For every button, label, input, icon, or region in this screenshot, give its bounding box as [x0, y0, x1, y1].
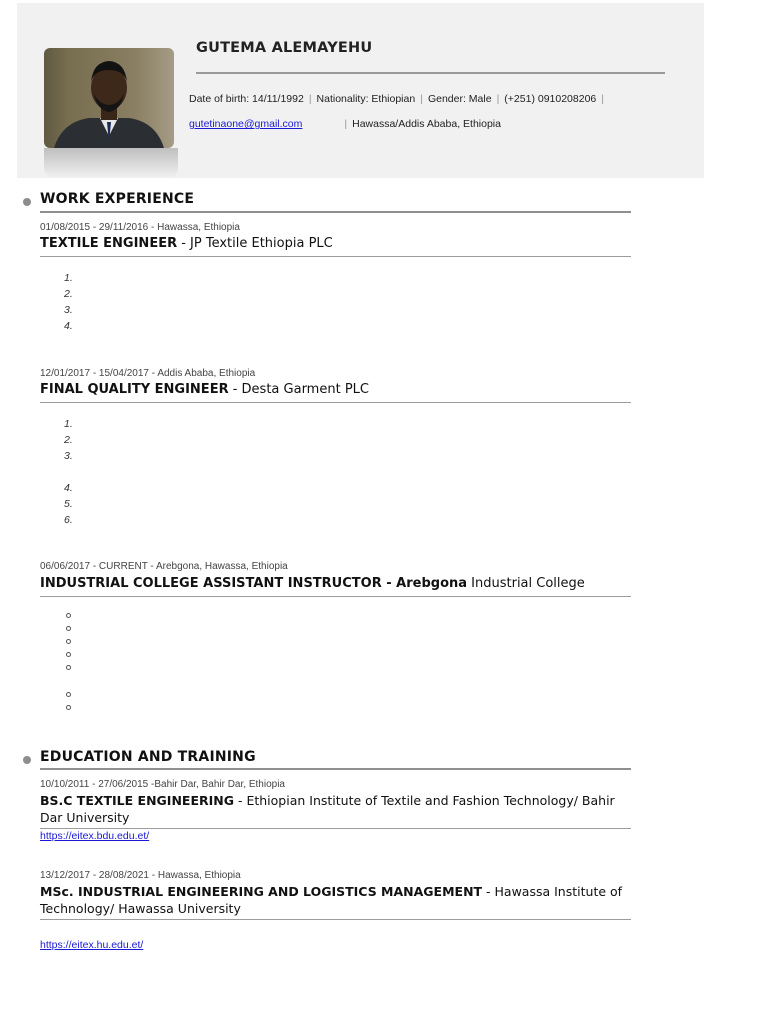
job-title: TEXTILE ENGINEER - JP Textile Ethiopia PLC	[40, 236, 333, 251]
job-date: 06/06/2017 - CURRENT - Arebgona, Hawassa, Ethiopia	[40, 561, 288, 572]
bullet-icon	[66, 692, 71, 697]
name-divider	[196, 72, 665, 74]
list-item: 5.	[64, 498, 73, 510]
section-bullet	[23, 756, 31, 764]
list-item: 2.	[64, 434, 73, 446]
bullet-icon	[66, 652, 71, 657]
section-title-work: WORK EXPERIENCE	[40, 191, 195, 207]
education-degree: BS.C TEXTILE ENGINEERING - Ethiopian Institute of Textile and Fashion Technology/ Bahir Dar University	[40, 793, 615, 825]
institution-link[interactable]: https://eitex.bdu.edu.et/	[40, 830, 150, 842]
list-item: 1.	[64, 418, 73, 430]
bullet-icon	[66, 705, 71, 710]
bullet-icon	[66, 626, 71, 631]
job-title: INDUSTRIAL COLLEGE ASSISTANT INSTRUCTOR - Arebgona Industrial College	[40, 576, 585, 591]
bullet-icon	[66, 665, 71, 670]
job-date: 01/08/2015 - 29/11/2016 - Hawassa, Ethiopia	[40, 222, 240, 233]
nationality: Nationality: Ethiopian	[316, 93, 416, 105]
home-location: Hawassa/Addis Ababa, Ethiopia	[352, 118, 501, 130]
phone-number: (+251) 0910208206	[504, 93, 597, 105]
section-divider	[40, 768, 631, 770]
personal-info-line: Date of birth: 14/11/1992 | Nationality: Ethiopian | Gender: Male | (+251) 0910208206 |	[189, 93, 604, 105]
education-degree: MSc. INDUSTRIAL ENGINEERING AND LOGISTICS MANAGEMENT - Hawassa Institute of Technology/ Hawassa University	[40, 884, 623, 916]
contact-line: gutetinaone@gmail.com | Hawassa/Addis Ababa, Ethiopia	[189, 118, 501, 130]
education-divider	[40, 828, 631, 829]
person-photo-icon	[44, 48, 174, 148]
education-divider	[40, 919, 631, 920]
list-item: 1.	[64, 272, 73, 284]
list-item: 4.	[64, 320, 73, 332]
job-date: 12/01/2017 - 15/04/2017 - Addis Ababa, Ethiopia	[40, 368, 256, 379]
list-item: 3.	[64, 450, 73, 462]
photo-reflection	[44, 148, 178, 178]
section-bullet	[23, 198, 31, 206]
list-item: 3.	[64, 304, 73, 316]
email-link[interactable]: gutetinaone@gmail.com	[189, 118, 303, 130]
education-date: 10/10/2011 - 27/06/2015 -Bahir Dar, Bahir Dar, Ethiopia	[40, 779, 285, 790]
candidate-name: GUTEMA ALEMAYEHU	[196, 40, 373, 56]
job-title: FINAL QUALITY ENGINEER - Desta Garment PLC	[40, 382, 369, 397]
institution-link[interactable]: https://eitex.hu.edu.et/	[40, 939, 144, 951]
section-title-education: EDUCATION AND TRAINING	[40, 749, 256, 765]
job-divider	[40, 596, 631, 597]
date-of-birth: Date of birth: 14/11/1992	[189, 93, 304, 105]
bullet-icon	[66, 639, 71, 644]
list-item: 4.	[64, 482, 73, 494]
section-divider	[40, 211, 631, 213]
list-item: 6.	[64, 514, 73, 526]
job-divider	[40, 256, 631, 257]
list-item: 2.	[64, 288, 73, 300]
education-date: 13/12/2017 - 28/08/2021 - Hawassa, Ethiopia	[40, 870, 241, 881]
bullet-icon	[66, 613, 71, 618]
gender: Gender: Male	[427, 93, 492, 105]
profile-photo	[44, 48, 174, 148]
job-divider	[40, 402, 631, 403]
